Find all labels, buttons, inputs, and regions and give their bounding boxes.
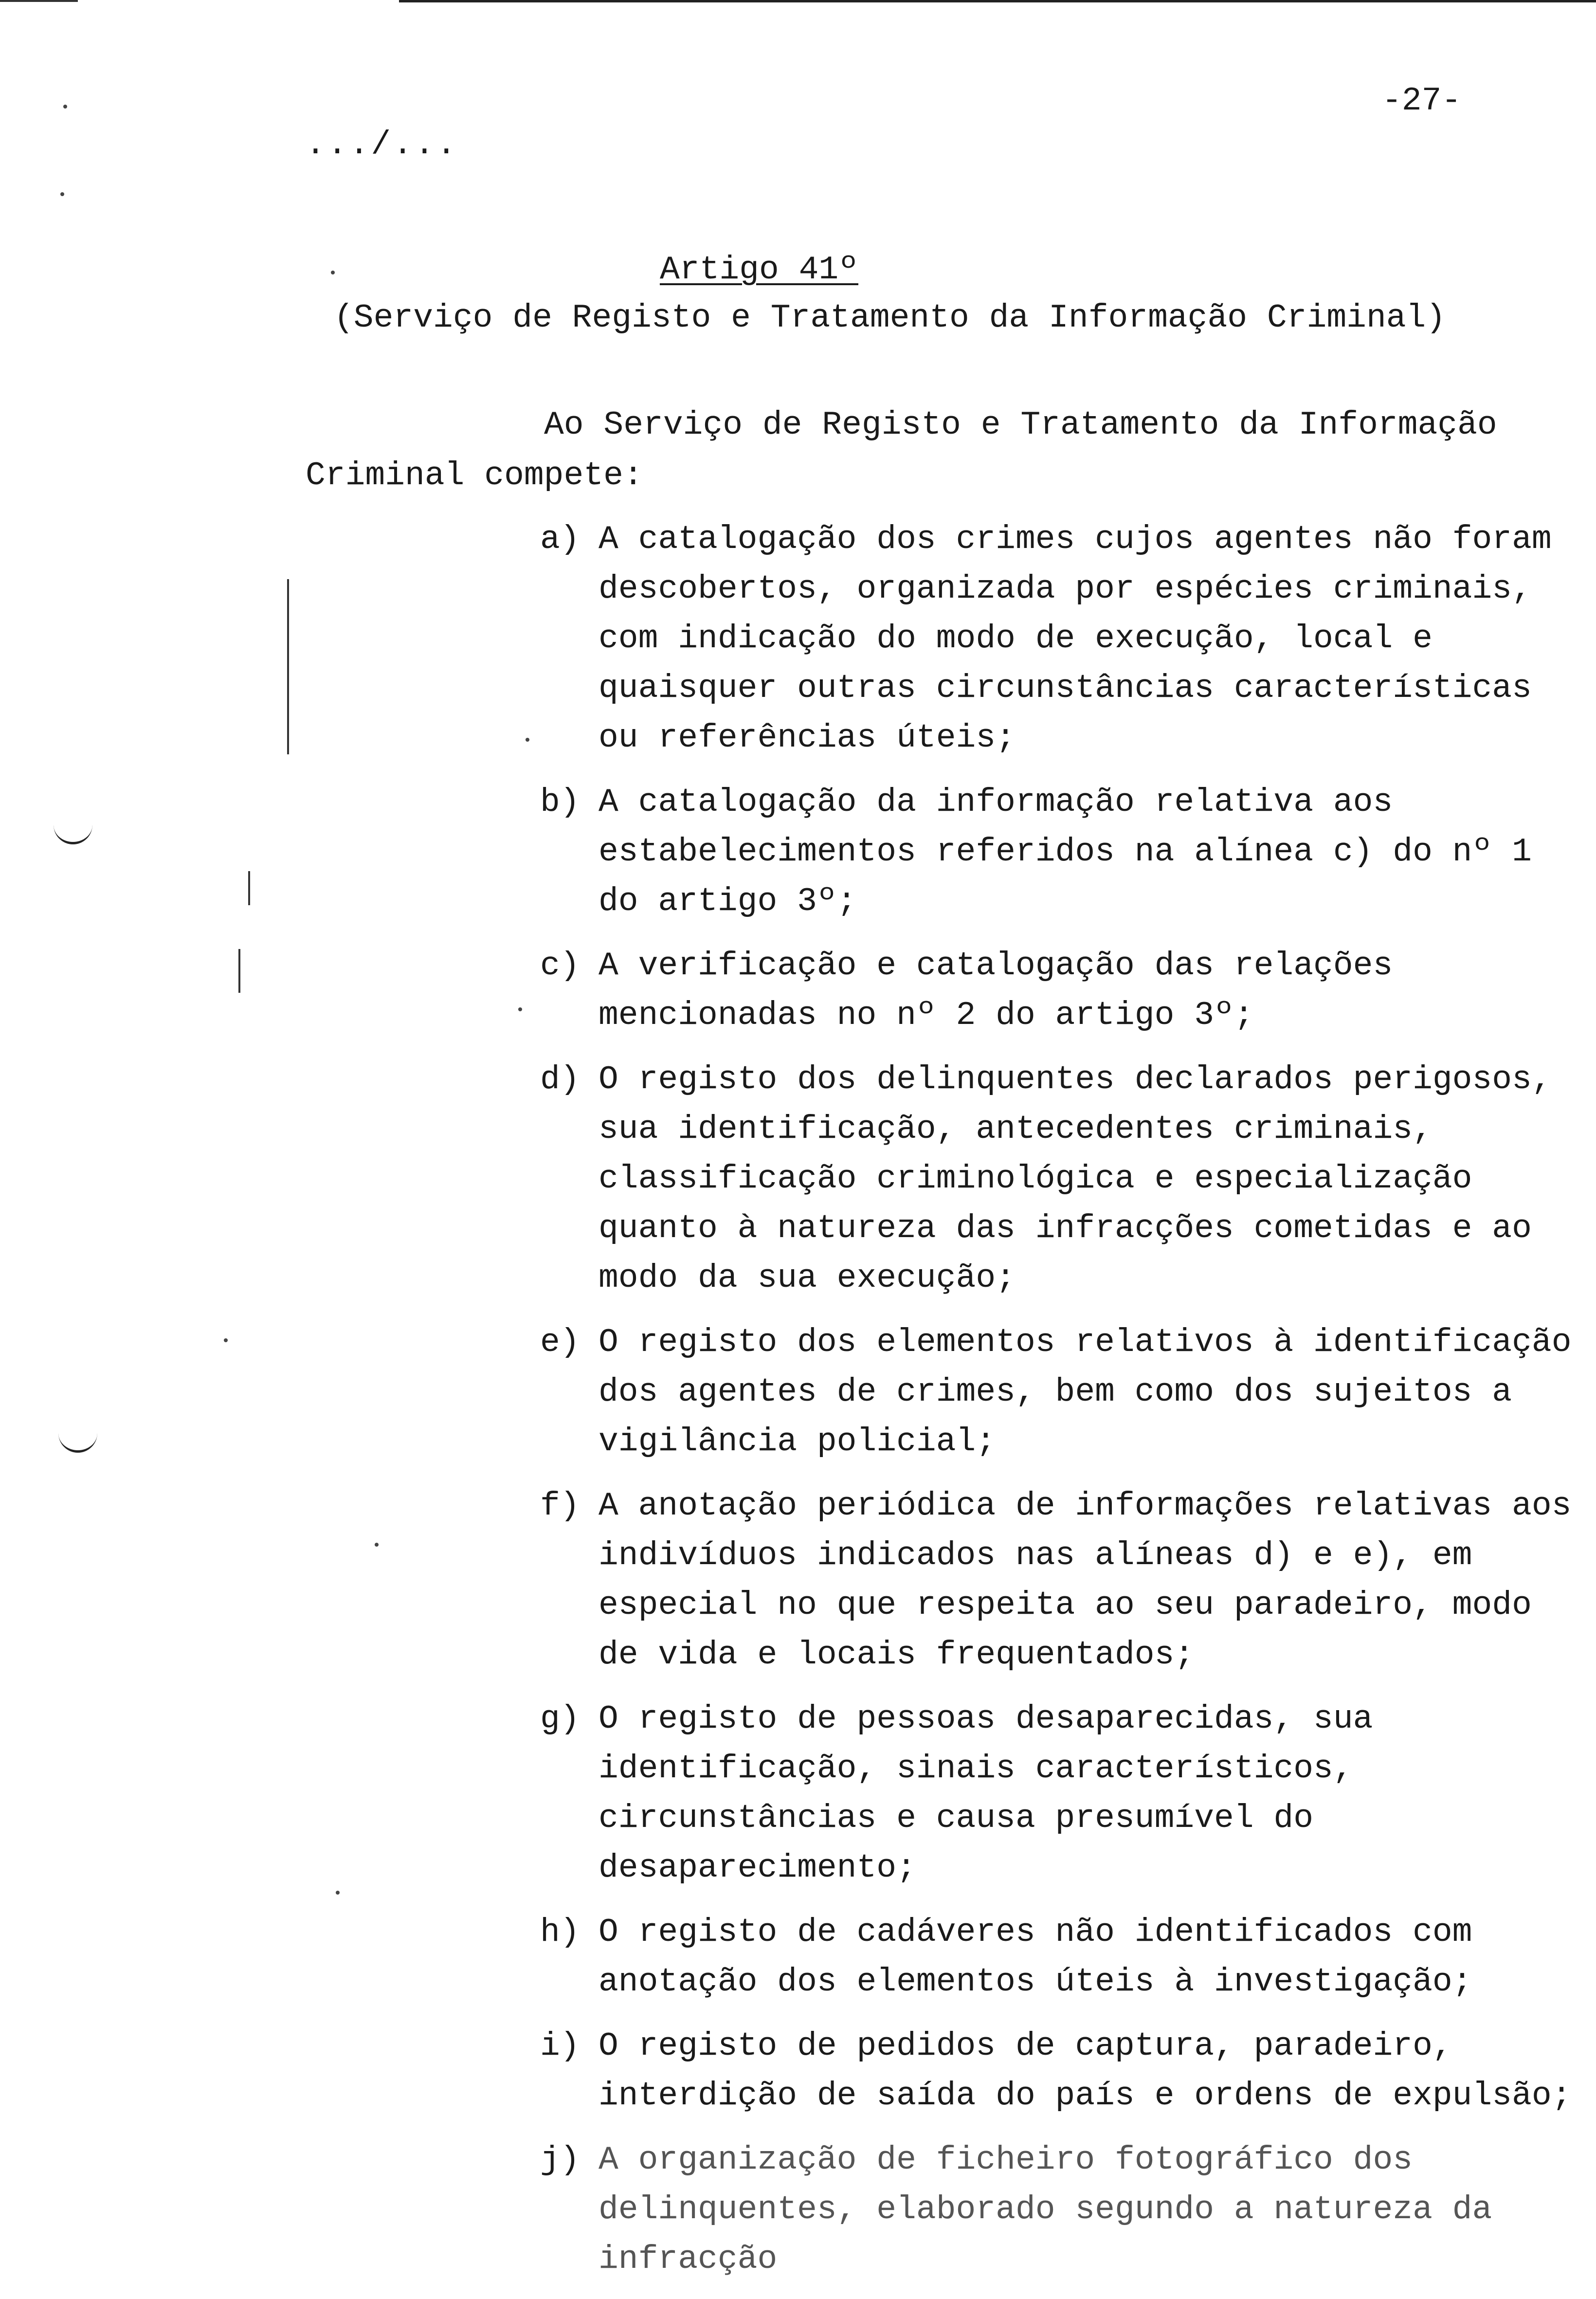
- item-letter: a): [540, 521, 580, 558]
- item-text: O registo dos elementos relativos à identificação dos agentes de crimes, bem como dos sujeitos a vigilância policial;: [598, 1324, 1572, 1460]
- item-text: O registo dos delinquentes declarados perigosos, sua identificação, antecedentes criminais, classificação criminológica e especialização quanto à natureza das infracções cometidas e ao modo da sua execução;: [598, 1061, 1552, 1297]
- list-item: [540, 2022, 1586, 2121]
- list-item: [540, 515, 1586, 763]
- list-item: [540, 1908, 1586, 2007]
- intro-line-1: Ao Serviço de Registo e Tratamento da Informação: [544, 406, 1497, 444]
- item-letter: h): [540, 1914, 580, 1951]
- item-letter: d): [540, 1061, 580, 1098]
- list-item: [540, 778, 1586, 927]
- scan-speck: [224, 1338, 228, 1342]
- item-text: O registo de cadáveres não identificados com anotação dos elementos úteis à investigação;: [598, 1914, 1472, 2001]
- intro-paragraph: [306, 400, 1551, 501]
- scan-speck: [526, 738, 529, 742]
- list-item: [540, 1481, 1586, 1680]
- intro-line-2: Criminal compete:: [306, 457, 643, 494]
- scan-speck: [375, 1543, 379, 1547]
- item-letter: e): [540, 1324, 580, 1361]
- item-letter: c): [540, 947, 580, 985]
- list-item: [540, 2135, 1586, 2284]
- article-title: Artigo 41º: [659, 251, 859, 289]
- page-number: -27-: [1382, 82, 1462, 120]
- item-letter: g): [540, 1700, 580, 1738]
- item-letter: i): [540, 2027, 580, 2065]
- item-text: A verificação e catalogação das relações mencionadas no nº 2 do artigo 3º;: [598, 947, 1393, 1034]
- binding-hole-mark: [54, 822, 92, 844]
- scan-speck: [63, 105, 67, 109]
- item-text: A catalogação da informação relativa aos estabelecimentos referidos na alínea c) do nº 1 do artigo 3º;: [598, 784, 1532, 920]
- item-text: O registo de pessoas desaparecidas, sua identificação, sinais característicos, circunstâncias e causa presumível do desaparecimento;: [598, 1700, 1373, 1887]
- margin-line: [238, 949, 240, 993]
- list-item: [540, 1695, 1586, 1893]
- scan-speck: [336, 1891, 340, 1895]
- scan-speck: [518, 1007, 522, 1011]
- margin-line: [287, 579, 289, 754]
- item-letter: b): [540, 784, 580, 821]
- article-subtitle: (Serviço de Registo e Tratamento da Informação Criminal): [334, 299, 1446, 337]
- article-items-list: [540, 515, 1586, 2299]
- item-text: O registo de pedidos de captura, paradeiro, interdição de saída do país e ordens de expulsão;: [598, 2027, 1572, 2115]
- article-heading: [0, 251, 1596, 290]
- item-letter: j): [540, 2141, 580, 2179]
- top-border: [399, 0, 1596, 2]
- continuation-mark: .../...: [306, 126, 458, 164]
- scan-speck: [331, 271, 335, 274]
- item-text: A catalogação dos crimes cujos agentes não foram descobertos, organizada por espécies criminais, com indicação do modo de execução, local e quaisquer outras circunstâncias características ou referências úteis;: [598, 521, 1552, 757]
- item-text: A organização de ficheiro fotográfico dos delinquentes, elaborado segundo a natureza da infracção: [598, 2141, 1492, 2278]
- item-text: A anotação periódica de informações relativas aos indivíduos indicados nas alíneas d) e e), em especial no que respeita ao seu paradeiro, modo de vida e locais frequentados;: [598, 1487, 1572, 1674]
- binding-hole-mark: [58, 1431, 97, 1453]
- scan-speck: [60, 192, 64, 196]
- item-letter: f): [540, 1487, 580, 1525]
- top-border-left: [0, 0, 78, 2]
- list-item: [540, 1055, 1586, 1303]
- margin-line: [248, 871, 250, 905]
- list-item: [540, 941, 1586, 1040]
- list-item: [540, 1318, 1586, 1467]
